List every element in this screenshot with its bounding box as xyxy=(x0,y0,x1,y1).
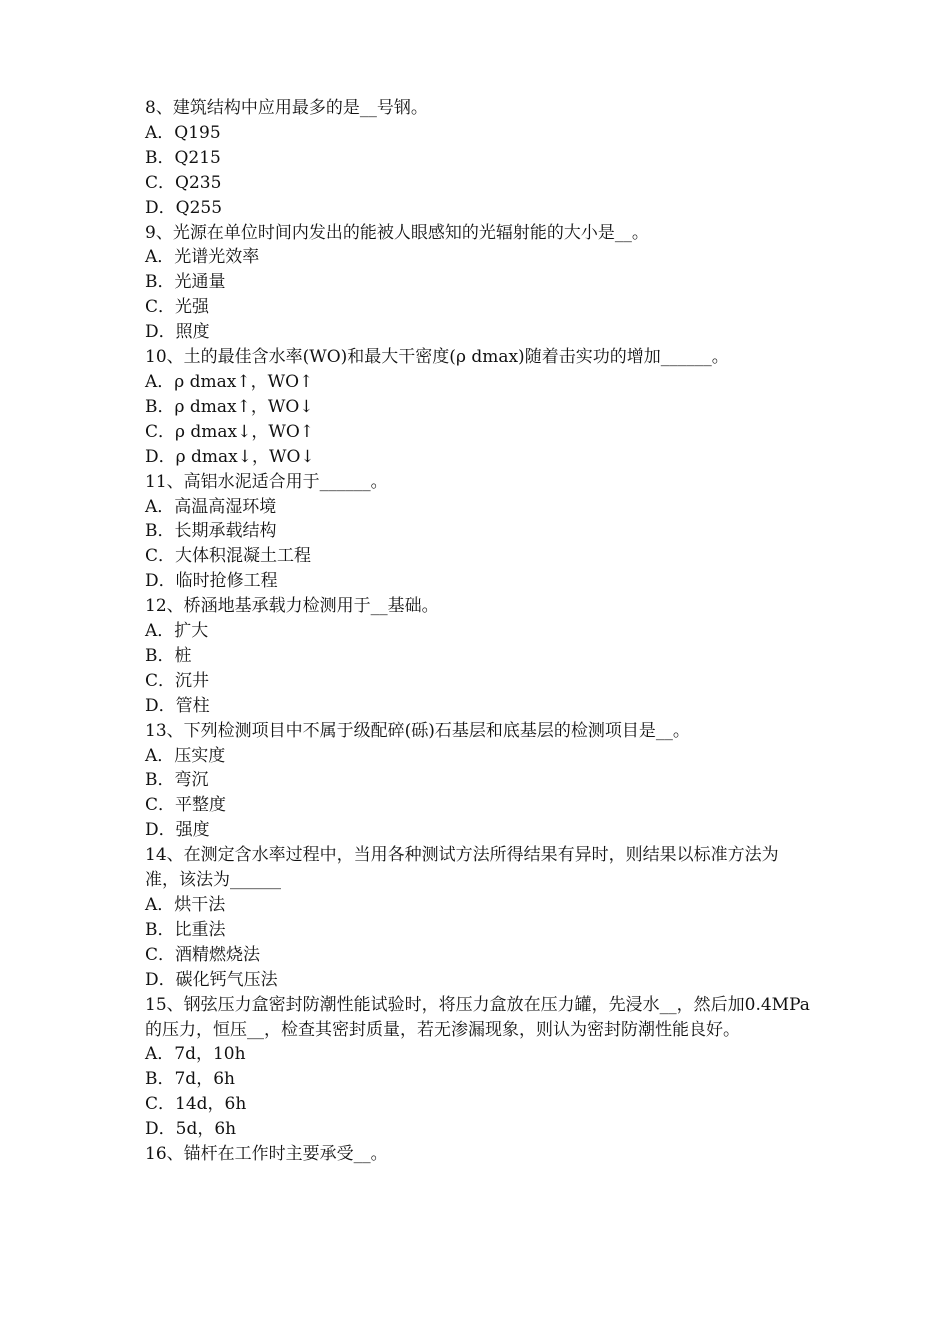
option-d: D．ρ dmax↓，WO↓ xyxy=(145,446,315,467)
option-d: D．Q255 xyxy=(145,197,223,218)
question-14 xyxy=(145,843,810,992)
option-c: C．ρ dmax↓，WO↑ xyxy=(145,421,315,442)
option-b: B．弯沉 xyxy=(145,770,209,791)
question-8 xyxy=(145,96,810,221)
question-13 xyxy=(145,719,810,844)
option-b: B．光通量 xyxy=(145,272,226,293)
question-9 xyxy=(145,221,810,346)
question-stem: 14、在测定含水率过程中，当用各种测试方法所得结果有异时，则结果以标准方法为准，该法为______ xyxy=(145,845,779,891)
question-10 xyxy=(145,345,810,470)
question-stem: 8、建筑结构中应用最多的是__号钢。 xyxy=(145,98,428,118)
option-d: D．管柱 xyxy=(145,695,210,716)
option-c: C．酒精燃烧法 xyxy=(145,944,261,965)
option-b: B．7d，6h xyxy=(145,1069,235,1090)
option-c: C．平整度 xyxy=(145,795,227,816)
option-c: C．沉井 xyxy=(145,670,210,691)
question-stem: 12、桥涵地基承载力检测用于__基础。 xyxy=(145,596,439,617)
question-stem: 11、高铝水泥适合用于______。 xyxy=(145,471,388,492)
question-stem: 16、锚杆在工作时主要承受__。 xyxy=(145,1144,388,1165)
option-d: D．强度 xyxy=(145,820,210,841)
option-c: C．14d，6h xyxy=(145,1094,247,1115)
question-stem: 10、土的最佳含水率(WO)和最大干密度(ρ dmax)随着击实功的增加______。 xyxy=(145,347,729,368)
question-12 xyxy=(145,594,810,719)
question-stem: 15、钢弦压力盒密封防潮性能试验时，将压力盒放在压力罐，先浸水__，然后加0.4MPa 的压力，恒压__，检查其密封质量，若无渗漏现象，则认为密封防潮性能良好。 xyxy=(145,994,810,1040)
question-15 xyxy=(145,993,810,1142)
option-a: A．7d，10h xyxy=(145,1044,246,1065)
option-c: C．Q235 xyxy=(145,172,222,193)
document-page xyxy=(145,96,810,1167)
option-a: A．ρ dmax↑，WO↑ xyxy=(145,371,314,392)
question-stem: 13、下列检测项目中不属于级配碎(砾)石基层和底基层的检测项目是__。 xyxy=(145,720,690,741)
option-a: A．压实度 xyxy=(145,745,226,766)
question-11 xyxy=(145,470,810,595)
option-a: A．光谱光效率 xyxy=(145,247,260,268)
option-a: A．扩大 xyxy=(145,621,209,642)
option-a: A．烘干法 xyxy=(145,895,226,915)
question-stem: 9、光源在单位时间内发出的能被人眼感知的光辐射能的大小是__。 xyxy=(145,222,649,243)
option-b: B．Q215 xyxy=(145,147,221,168)
option-b: B．长期承载结构 xyxy=(145,521,277,542)
option-d: D．照度 xyxy=(145,322,210,343)
option-b: B．桩 xyxy=(145,645,192,666)
option-d: D．5d，6h xyxy=(145,1119,237,1140)
option-b: B．比重法 xyxy=(145,919,226,940)
option-d: D．临时抢修工程 xyxy=(145,571,278,592)
option-d: D．碳化钙气压法 xyxy=(145,969,278,990)
option-a: A．Q195 xyxy=(145,122,221,143)
option-c: C．大体积混凝土工程 xyxy=(145,546,312,567)
option-c: C．光强 xyxy=(145,297,210,318)
question-16 xyxy=(145,1142,810,1167)
option-a: A．高温高湿环境 xyxy=(145,496,277,517)
option-b: B．ρ dmax↑，WO↓ xyxy=(145,396,314,417)
